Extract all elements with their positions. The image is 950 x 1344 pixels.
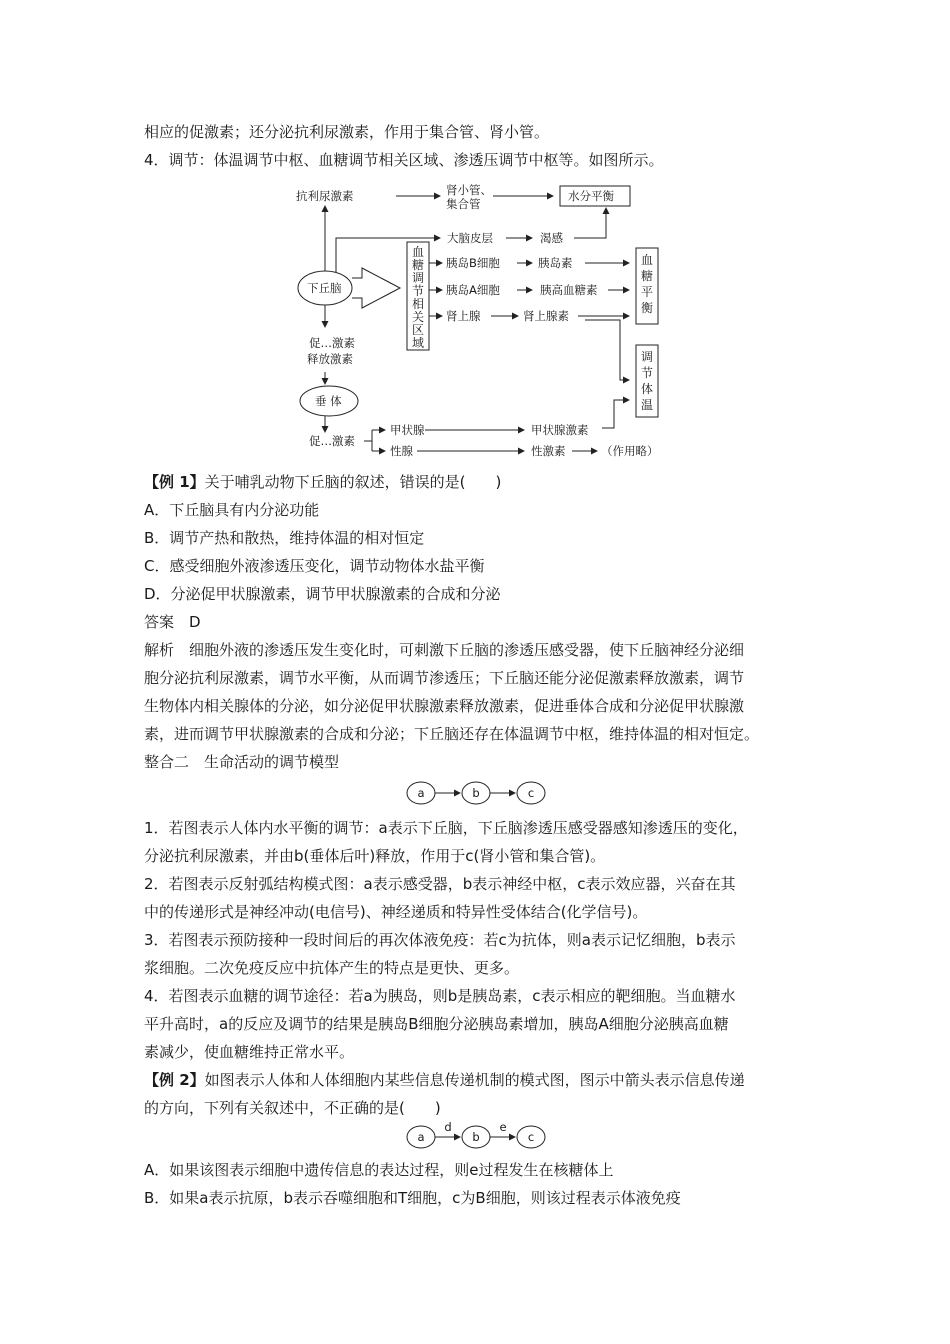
example1-question: 关于哺乳动物下丘脑的叙述，错误的是( ) [204,473,502,491]
svg-text:相: 相 [411,297,425,311]
islet-a-label: 胰岛A细胞 [446,283,500,297]
cortex-label: 大脑皮层 [447,231,493,245]
thyroxine-label: 甲状腺激素 [531,423,589,437]
example1-option-c: C．感受细胞外液渗透压变化，调节动物体水盐平衡 [144,557,485,575]
region-box-label [412,245,424,350]
svg-text:糖: 糖 [411,258,425,272]
svg-text:糖: 糖 [640,269,654,283]
example1-analysis-4: 素，进而调节甲状腺激素的合成和分泌；下丘脑还存在体温调节中枢，维持体温的相对恒定。 [144,725,760,743]
adrenal-label: 肾上腺 [446,309,481,323]
svg-text:衡: 衡 [640,301,654,315]
example1-answer: 答案 D [144,613,201,631]
thyroid-label: 甲状腺 [390,423,425,437]
example1-option-a: A．下丘脑具有内分泌功能 [144,501,320,519]
releasing-label-1: 促…激素 [309,336,355,350]
example2-tag: 【例 2】 [144,1071,205,1089]
islet-b-label: 胰岛B细胞 [446,256,500,270]
glucagon-label: 胰高血糖素 [540,283,598,297]
model-line-6: 浆细胞。二次免疫反应中抗体产生的特点是更快、更多。 [144,959,520,977]
example1-analysis-3: 生物体内相关腺体的分泌，如分泌促甲状腺激素释放激素，促进垂体合成和分泌促甲状腺激 [144,697,745,715]
intro-line-2: 4．调节：体温调节中枢、血糖调节相关区域、渗透压调节中枢等。如图所示。 [144,151,664,169]
svg-text:节: 节 [640,366,654,380]
model-line-3: 2．若图表示反射弧结构模式图：a表示感受器，b表示神经中枢，c表示效应器，兴奋在其 [144,875,736,893]
svg-text:域: 域 [411,336,425,350]
hypothalamus-regulation-diagram [280,180,680,465]
kidney-label-2: 集合管 [446,197,481,211]
pituitary-label: 垂 体 [315,394,342,408]
model-line-7: 4．若图表示血糖的调节途径：若a为胰岛，则b是胰岛素，c表示相应的靶细胞。当血糖水 [144,987,736,1005]
ade-model-diagram [400,1122,550,1152]
insulin-label: 胰岛素 [538,256,573,270]
thirst-label: 渴感 [540,231,563,245]
example2-option-b: B．如果a表示抗原，b表示吞噬细胞和T细胞，c为B细胞，则该过程表示体液免疫 [144,1189,681,1207]
svg-text:关: 关 [411,310,425,324]
omitted-label: （作用略） [601,444,659,458]
adh-label: 抗利尿激素 [296,189,354,203]
example2-question-line-1 [144,1070,824,1090]
svg-text:温: 温 [640,398,654,412]
svg-text:血: 血 [411,245,425,259]
svg-text:平: 平 [640,285,654,299]
adrenaline-label: 肾上腺素 [523,309,569,323]
svg-text:节: 节 [411,284,425,298]
svg-text:调: 调 [640,350,654,364]
intro-line-1: 相应的促激素；还分泌抗利尿激素，作用于集合管、肾小管。 [144,123,550,141]
sugar-balance-label [641,253,653,315]
svg-text:体: 体 [640,382,654,396]
section2-title: 整合二 生命活动的调节模型 [144,753,340,771]
ex2-node-c: c [527,1130,535,1144]
svg-text:调: 调 [411,271,425,285]
example2-question-line-2: 的方向，下列有关叙述中，不正确的是( ) [144,1099,441,1117]
example1-analysis-1: 解析 细胞外液的渗透压发生变化时，可刺激下丘脑的渗透压感受器，使下丘脑神经分泌细 [144,641,745,659]
model-line-5: 3．若图表示预防接种一段时间后的再次体液免疫：若c为抗体，则a表示记忆细胞，b表示 [144,931,736,949]
sex-hormone-label: 性激素 [531,444,566,458]
ex2-edge-e: e [499,1122,507,1134]
model-node-a: a [417,786,425,800]
temperature-regulation-label [641,350,653,412]
example1-question-line [144,472,824,492]
svg-text:血: 血 [640,253,654,267]
example1-tag: 【例 1】 [144,473,205,491]
gonad-label: 性腺 [390,444,413,458]
ex2-node-a: a [417,1130,425,1144]
ex2-node-b: b [472,1130,480,1144]
example2-option-a: A．如果该图表示细胞中遗传信息的表达过程，则e过程发生在核糖体上 [144,1161,614,1179]
abc-model-diagram [400,778,550,808]
water-balance-label: 水分平衡 [568,189,614,203]
svg-text:区: 区 [411,323,425,337]
ex2-edge-d: d [444,1122,452,1134]
example1-analysis-2: 胞分泌抗利尿激素，调节水平衡，从而调节渗透压；下丘脑还能分泌促激素释放激素，调节 [144,669,745,687]
model-line-4: 中的传递形式是神经冲动(电信号)、神经递质和特异性受体结合(化学信号)。 [144,903,648,921]
example1-option-b: B．调节产热和散热，维持体温的相对恒定 [144,529,425,547]
releasing-label-2: 释放激素 [307,352,353,366]
kidney-label-1: 肾小管、 [446,183,492,197]
tropic-label: 促…激素 [309,434,355,448]
example2-question-1: 如图表示人体和人体细胞内某些信息传递机制的模式图，图示中箭头表示信息传递 [204,1071,745,1089]
model-line-8: 平升高时，a的反应及调节的结果是胰岛B细胞分泌胰岛素增加，胰岛A细胞分泌胰高血糖 [144,1015,729,1033]
model-node-b: b [472,786,480,800]
example1-option-d: D．分泌促甲状腺激素，调节甲状腺激素的合成和分泌 [144,585,501,603]
model-line-1: 1．若图表示人体内水平衡的调节：a表示下丘脑，下丘脑渗透压感受器感知渗透压的变化， [144,819,748,837]
hypothalamus-label: 下丘脑 [307,281,342,295]
model-line-9: 素减少，使血糖维持正常水平。 [144,1043,355,1061]
model-node-c: c [527,786,535,800]
model-line-2: 分泌抗利尿激素，并由b(垂体后叶)释放，作用于c(肾小管和集合管)。 [144,847,606,865]
